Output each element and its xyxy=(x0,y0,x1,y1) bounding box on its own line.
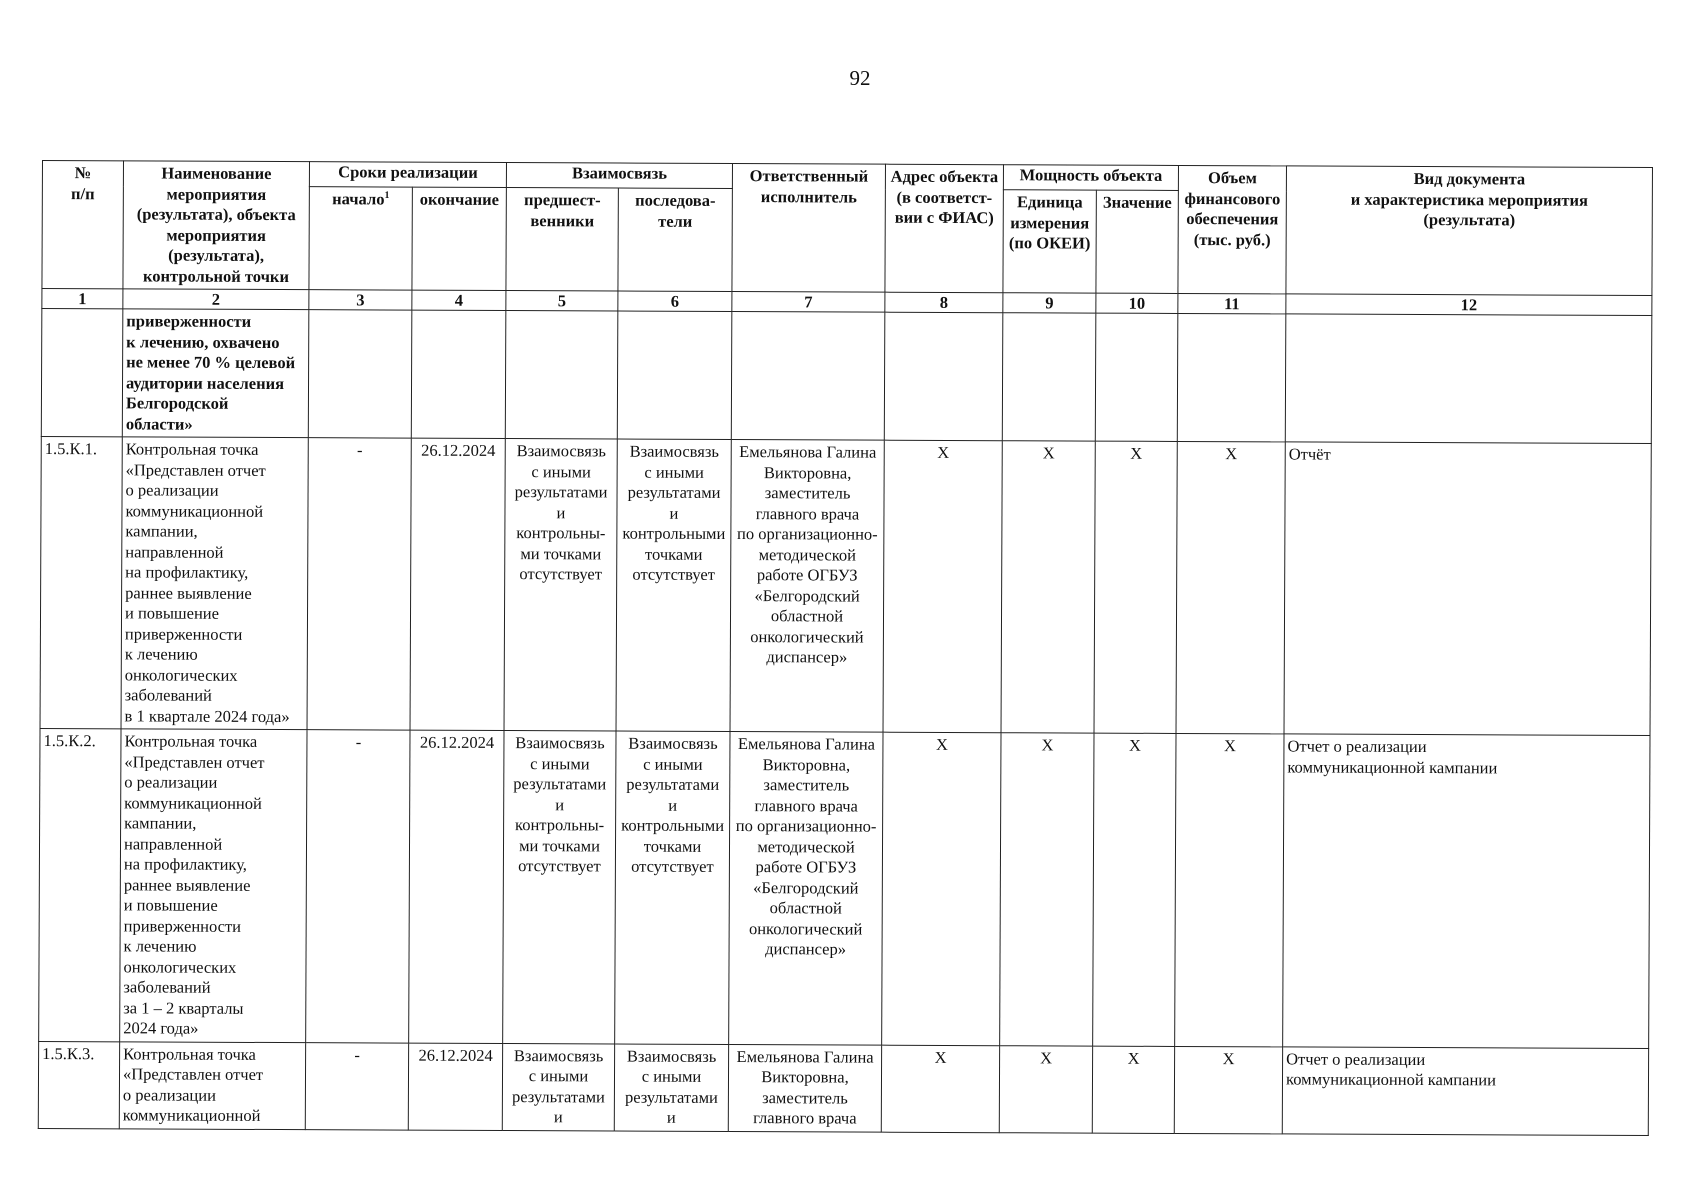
header-start-footnote: 1 xyxy=(384,190,390,202)
header-value: Значение xyxy=(1096,190,1178,293)
cell-executor xyxy=(731,312,885,441)
row-predecessors: Взаимосвязь с иными результатами и контрольны- ми точками отсутствует xyxy=(504,439,617,731)
header-start xyxy=(309,187,412,290)
row-successors: Взаимосвязь с иными результатами и контрольными точками отсутствует xyxy=(615,731,730,1044)
row-successors: Взаимосвязь с иными результатами и контрольными точками отсутствует xyxy=(616,439,731,731)
header-num: № п/п xyxy=(42,161,124,289)
header-finance: Объем финансового обеспечения (тыс. руб.) xyxy=(1178,165,1287,293)
page-number: 92 xyxy=(849,66,871,90)
column-number: 7 xyxy=(732,292,885,313)
column-number: 1 xyxy=(42,289,123,309)
row-finance: Х xyxy=(1175,733,1284,1046)
cell-address xyxy=(884,312,1003,441)
row-doc-type: Отчет о реализации коммуникационной кампании xyxy=(1283,734,1650,1048)
row-end: 26.12.2024 xyxy=(410,438,505,730)
cell-value xyxy=(1095,313,1178,441)
row-name: Контрольная точка «Представлен отчет о реализации коммуникационной xyxy=(119,1041,305,1129)
row-executor: Емельянова Галина Викторовна, заместитель главного врача по организационно- методической работе ОГБУЗ «Белгородский областной онкологический диспансер» xyxy=(729,732,883,1045)
continuation-row xyxy=(41,309,1652,444)
column-number: 4 xyxy=(412,290,506,310)
row-start: - xyxy=(306,730,410,1043)
row-finance: Х xyxy=(1174,1046,1282,1133)
header-capacity: Мощность объекта xyxy=(1003,165,1178,191)
row-end: 26.12.2024 xyxy=(408,1043,502,1130)
column-number: 11 xyxy=(1178,293,1286,313)
header-successors: последова- тели xyxy=(618,188,732,291)
row-doc-type: Отчёт xyxy=(1284,442,1651,736)
cell-num xyxy=(41,309,123,437)
column-number: 8 xyxy=(885,292,1003,313)
cell-predecessors xyxy=(505,311,618,439)
column-number: 2 xyxy=(123,289,309,310)
column-number: 3 xyxy=(309,290,412,310)
row-finance: Х xyxy=(1176,441,1285,733)
column-number: 9 xyxy=(1003,293,1096,313)
row-doc-type: Отчет о реализации коммуникационной кампании xyxy=(1282,1046,1648,1135)
header-row-1 xyxy=(42,161,1652,193)
row-name: Контрольная точка «Представлен отчет о реализации коммуникационной кампании, направленной на профилактику, раннее выявление и повышение приверженности к лечению онкологических заболеваний в 1 квартале 2024 года» xyxy=(121,437,308,730)
cell-start xyxy=(308,310,412,438)
row-successors: Взаимосвязь с иными результатами и xyxy=(614,1044,728,1131)
row-num: 1.5.К.2. xyxy=(39,728,121,1041)
column-number: 5 xyxy=(506,291,618,311)
row-unit: Х xyxy=(999,1045,1092,1132)
header-address: Адрес объекта (в соответст- вии с ФИАС) xyxy=(885,164,1004,293)
table-row xyxy=(40,436,1651,735)
row-name: Контрольная точка «Представлен отчет о реализации коммуникационной кампании, направленной на профилактику, раннее выявление и повышение приверженности к лечению онкологических заболеваний за 1 – 2 кварталы 2024 года» xyxy=(120,729,307,1042)
header-end: окончание xyxy=(412,187,506,290)
cell-finance xyxy=(1177,313,1286,441)
row-executor: Емельянова Галина Викторовна, заместитель главного врача xyxy=(728,1044,881,1132)
header-executor: Ответственный исполнитель xyxy=(732,164,886,293)
row-end: 26.12.2024 xyxy=(409,730,504,1043)
row-num: 1.5.К.3. xyxy=(38,1041,119,1128)
row-value: Х xyxy=(1092,1046,1174,1133)
header-predecessors: предшест- венники xyxy=(506,188,618,291)
cell-unit xyxy=(1002,313,1096,441)
row-num: 1.5.К.1. xyxy=(40,436,122,728)
row-executor: Емельянова Галина Викторовна, заместитель главного врача по организационно- методической работе ОГБУЗ «Белгородский областной онкологический диспансер» xyxy=(730,440,884,733)
row-value: Х xyxy=(1093,733,1176,1046)
continuation-name: приверженности к лечению, охвачено не менее 70 % целевой аудитории населения Белгородской области» xyxy=(122,309,309,438)
header-terms: Сроки реализации xyxy=(309,162,506,188)
header-name: Наименование мероприятия (результата), объекта мероприятия (результата), контрольной точки xyxy=(123,161,310,290)
column-number: 12 xyxy=(1286,294,1652,316)
row-unit: Х xyxy=(1001,441,1095,733)
header-relation: Взаимосвязь xyxy=(506,163,732,189)
header-start-label: начало xyxy=(332,189,385,209)
cell-end xyxy=(411,310,506,438)
column-number: 10 xyxy=(1096,293,1178,313)
table-row xyxy=(39,728,1650,1048)
activities-table xyxy=(38,160,1653,1136)
header-unit: Единица измерения (по ОКЕИ) xyxy=(1003,190,1096,293)
row-address: Х xyxy=(883,440,1002,733)
cell-successors xyxy=(617,311,732,439)
row-predecessors: Взаимосвязь с иными результатами и контрольны- ми точками отсутствует xyxy=(503,731,616,1044)
row-address: Х xyxy=(881,1045,999,1133)
row-predecessors: Взаимосвязь с иными результатами и xyxy=(502,1043,614,1130)
row-start: - xyxy=(305,1042,408,1129)
row-address: Х xyxy=(882,732,1001,1045)
column-number: 6 xyxy=(618,291,732,311)
row-start: - xyxy=(307,438,411,730)
header-doc-type: Вид документа и характеристика мероприятия (результата) xyxy=(1286,166,1653,296)
row-unit: Х xyxy=(1000,733,1094,1046)
table-row xyxy=(38,1041,1648,1135)
row-value: Х xyxy=(1094,441,1177,733)
cell-doc-type xyxy=(1285,314,1652,444)
